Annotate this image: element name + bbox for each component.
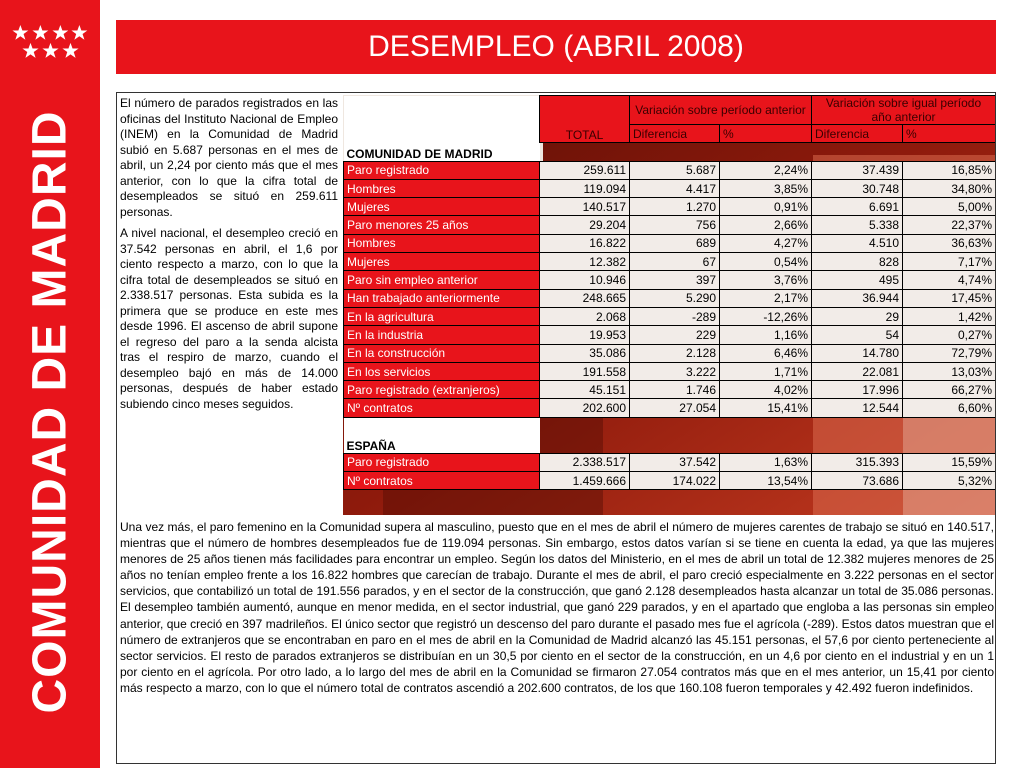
cell-diff-month: 37.542 bbox=[630, 453, 720, 471]
row-label: Mujeres bbox=[344, 198, 540, 216]
cell-diff-year: 5.338 bbox=[812, 216, 903, 234]
section-row bbox=[344, 417, 996, 453]
cell-pct-month: 4,02% bbox=[720, 381, 812, 399]
cell-pct-month: 1,71% bbox=[720, 362, 812, 380]
row-label: Hombres bbox=[344, 234, 540, 252]
cell-diff-year: 12.544 bbox=[812, 399, 903, 417]
cell-diff-year: 73.686 bbox=[812, 472, 903, 490]
cell-pct-year: 6,60% bbox=[903, 399, 995, 417]
table-header-row bbox=[344, 96, 996, 125]
row-label: En la construcción bbox=[344, 344, 540, 362]
cell-pct-year: 1,42% bbox=[903, 307, 995, 325]
row-label: En los servicios bbox=[344, 362, 540, 380]
table-row bbox=[344, 289, 996, 307]
intro-text bbox=[120, 96, 338, 418]
seven-stars-icon bbox=[12, 24, 88, 60]
cell-diff-year: 36.944 bbox=[812, 289, 903, 307]
bottom-paragraph: Una vez más, el paro femenino en la Comunidad supera al masculino, puesto que en el mes de abril el número de mujeres carentes de trabajo se situó en 140.517, mientras que el número de hombres desempleados fue de 119.094 personas. Sin embargo, estos datos varían si se tiene en cuenta la edad, ya que las mujeres menores de 25 años tienen más facilidades para encontrar un empleo. Según los datos del Ministerio, en el mes de abril un total de 12.382 mujeres menores de 25 años no tenían empleo frente a los 16.822 hombres que carecían de trabajo. Durante el mes de abril, el paro creció especialmente en 3.222 personas en el sector servicios, que contabilizó un total de 191.556 parados, y en el sector de la construcción, que ganó 2.128 desempleados hasta alcanzar un total de 35.086 personas. El desempleo también aumentó, aunque en menor medida, en el sector industrial, que ganó 229 parados, y en el apartado que engloba a las personas sin empleo anterior, que creció en 397 madrileños. El único sector que registró un descenso del paro durante el pasado mes fue el agrícola (-289). Estos datos muestran que el número de extranjeros que se encontraban en paro en el mes de abril en la Comunidad de Madrid alcanzó las 45.151 personas, el 57,6 por ciento perteneciente al sector servicios. El resto de parados extranjeros se distribuían en un 30,5 por ciento en el sector de la construcción, en un 4,6 por ciento en el industrial y en un 1 por ciento en el agrícola. Por otro lado, a lo largo del mes de abril en la Comunidad se firmaron 27.054 contratos más que en el mes anterior, un 15,41 por ciento más respecto a marzo, con lo que el número total de contratos ascendió a 202.600 contratos, de los que 160.108 fueron temporales y 42.492 fueron indefinidos. bbox=[120, 520, 994, 695]
header-blank bbox=[344, 96, 540, 143]
cell-pct-month: 0,91% bbox=[720, 198, 812, 216]
cell-pct-month: 2,17% bbox=[720, 289, 812, 307]
table-row bbox=[344, 399, 996, 417]
vertical-title: COMUNIDAD DE MADRID bbox=[23, 110, 77, 714]
cell-pct-year: 4,74% bbox=[903, 271, 995, 289]
cell-total: 191.558 bbox=[540, 362, 630, 380]
cell-pct-year: 0,27% bbox=[903, 326, 995, 344]
cell-diff-month: 5.290 bbox=[630, 289, 720, 307]
row-label: Nº contratos bbox=[344, 399, 540, 417]
cell-total: 140.517 bbox=[540, 198, 630, 216]
cell-diff-month: 689 bbox=[630, 234, 720, 252]
section-spacer bbox=[540, 143, 996, 161]
cell-diff-year: 495 bbox=[812, 271, 903, 289]
row-label: Paro menores 25 años bbox=[344, 216, 540, 234]
cell-total: 16.822 bbox=[540, 234, 630, 252]
cell-diff-month: 5.687 bbox=[630, 161, 720, 179]
header-group-month: Variación sobre período anterior bbox=[630, 96, 812, 125]
cell-pct-year: 15,59% bbox=[903, 453, 995, 471]
cell-pct-month: 3,76% bbox=[720, 271, 812, 289]
table-row bbox=[344, 198, 996, 216]
table-row bbox=[344, 344, 996, 362]
cell-diff-year: 37.439 bbox=[812, 161, 903, 179]
intro-paragraph: A nivel nacional, el desempleo creció en 37.542 personas en abril, el 1,6 por ciento respecto a marzo, con lo que la cifra total de desempleados se situó en 2.338.517 personas. Esta subida es la primera que se produce en este mes desde 1996. El ascenso de abril supone el regreso del paro a la senda alcista tras el respiro de marzo, cuando el desempleo bajó en más de 14.000 personas, después de haber estado subiendo cinco meses seguidos. bbox=[120, 226, 338, 411]
row-label: En la agricultura bbox=[344, 307, 540, 325]
cell-diff-year: 14.780 bbox=[812, 344, 903, 362]
cell-diff-year: 29 bbox=[812, 307, 903, 325]
header-pct-year: % bbox=[903, 125, 995, 143]
table-row bbox=[344, 253, 996, 271]
table-panel bbox=[343, 95, 995, 515]
cell-diff-year: 30.748 bbox=[812, 179, 903, 197]
cell-pct-year: 22,37% bbox=[903, 216, 995, 234]
row-label: Nº contratos bbox=[344, 472, 540, 490]
cell-total: 259.611 bbox=[540, 161, 630, 179]
table-row bbox=[344, 271, 996, 289]
row-label: Paro registrado bbox=[344, 453, 540, 471]
cell-total: 248.665 bbox=[540, 289, 630, 307]
cell-total: 35.086 bbox=[540, 344, 630, 362]
cell-pct-year: 17,45% bbox=[903, 289, 995, 307]
section-title: COMUNIDAD DE MADRID bbox=[344, 143, 540, 161]
table-row bbox=[344, 326, 996, 344]
cell-total: 29.204 bbox=[540, 216, 630, 234]
header-diff-month: Diferencia bbox=[630, 125, 720, 143]
cell-pct-month: 13,54% bbox=[720, 472, 812, 490]
row-label: Mujeres bbox=[344, 253, 540, 271]
cell-diff-month: 27.054 bbox=[630, 399, 720, 417]
row-label: Paro sin empleo anterior bbox=[344, 271, 540, 289]
cell-total: 202.600 bbox=[540, 399, 630, 417]
cell-pct-year: 5,00% bbox=[903, 198, 995, 216]
cell-diff-year: 828 bbox=[812, 253, 903, 271]
cell-pct-year: 72,79% bbox=[903, 344, 995, 362]
cell-pct-month: 4,27% bbox=[720, 234, 812, 252]
cell-diff-month: 4.417 bbox=[630, 179, 720, 197]
cell-total: 10.946 bbox=[540, 271, 630, 289]
cell-pct-month: 2,24% bbox=[720, 161, 812, 179]
cell-diff-month: 174.022 bbox=[630, 472, 720, 490]
cell-diff-year: 4.510 bbox=[812, 234, 903, 252]
cell-pct-year: 34,80% bbox=[903, 179, 995, 197]
intro-paragraph: El número de parados registrados en las oficinas del Instituto Nacional de Empleo (INEM) en la Comunidad de Madrid subió en 5.687 personas en el mes de abril, un 2,24 por ciento más que el mes anterior, con lo que la cifra total de desempleados se situó en 259.611 personas. bbox=[120, 96, 338, 219]
row-label: Paro registrado bbox=[344, 161, 540, 179]
table-row bbox=[344, 381, 996, 399]
cell-diff-year: 6.691 bbox=[812, 198, 903, 216]
table-row bbox=[344, 362, 996, 380]
cell-diff-month: 756 bbox=[630, 216, 720, 234]
slide-title: DESEMPLEO (ABRIL 2008) bbox=[368, 30, 744, 63]
header-pct-month: % bbox=[720, 125, 812, 143]
cell-total: 45.151 bbox=[540, 381, 630, 399]
cell-pct-year: 66,27% bbox=[903, 381, 995, 399]
cell-pct-year: 7,17% bbox=[903, 253, 995, 271]
bottom-text bbox=[120, 519, 994, 696]
section-row bbox=[344, 143, 996, 161]
row-label: Paro registrado (extranjeros) bbox=[344, 381, 540, 399]
cell-diff-month: 1.270 bbox=[630, 198, 720, 216]
cell-pct-month: 15,41% bbox=[720, 399, 812, 417]
cell-diff-month: -289 bbox=[630, 307, 720, 325]
cell-diff-year: 22.081 bbox=[812, 362, 903, 380]
cell-total: 119.094 bbox=[540, 179, 630, 197]
cell-total: 12.382 bbox=[540, 253, 630, 271]
stats-table bbox=[343, 95, 995, 490]
table-row bbox=[344, 161, 996, 179]
header-total: TOTAL bbox=[540, 96, 630, 143]
table-row bbox=[344, 307, 996, 325]
table-row bbox=[344, 472, 996, 490]
cell-pct-year: 36,63% bbox=[903, 234, 995, 252]
row-label: Han trabajado anteriormente bbox=[344, 289, 540, 307]
cell-pct-month: 1,63% bbox=[720, 453, 812, 471]
cell-diff-month: 229 bbox=[630, 326, 720, 344]
cell-total: 2.068 bbox=[540, 307, 630, 325]
cell-total: 2.338.517 bbox=[540, 453, 630, 471]
cell-pct-year: 13,03% bbox=[903, 362, 995, 380]
row-label: En la industria bbox=[344, 326, 540, 344]
cell-pct-year: 5,32% bbox=[903, 472, 995, 490]
cell-total: 1.459.666 bbox=[540, 472, 630, 490]
table-row bbox=[344, 216, 996, 234]
sidebar bbox=[0, 0, 100, 768]
cell-pct-month: 6,46% bbox=[720, 344, 812, 362]
cell-diff-month: 67 bbox=[630, 253, 720, 271]
header-diff-year: Diferencia bbox=[812, 125, 903, 143]
content-box bbox=[116, 92, 996, 764]
cell-pct-year: 16,85% bbox=[903, 161, 995, 179]
title-bar bbox=[116, 20, 996, 74]
cell-diff-year: 54 bbox=[812, 326, 903, 344]
table-row bbox=[344, 179, 996, 197]
cell-pct-month: -12,26% bbox=[720, 307, 812, 325]
header-group-year: Variación sobre igual período año anterior bbox=[812, 96, 995, 125]
cell-diff-month: 2.128 bbox=[630, 344, 720, 362]
cell-total: 19.953 bbox=[540, 326, 630, 344]
cell-diff-year: 17.996 bbox=[812, 381, 903, 399]
cell-diff-year: 315.393 bbox=[812, 453, 903, 471]
section-spacer bbox=[540, 417, 996, 453]
cell-pct-month: 3,85% bbox=[720, 179, 812, 197]
cell-diff-month: 3.222 bbox=[630, 362, 720, 380]
cell-pct-month: 0,54% bbox=[720, 253, 812, 271]
table-row bbox=[344, 234, 996, 252]
cell-pct-month: 1,16% bbox=[720, 326, 812, 344]
cell-pct-month: 2,66% bbox=[720, 216, 812, 234]
cell-diff-month: 1.746 bbox=[630, 381, 720, 399]
table-row bbox=[344, 453, 996, 471]
section-title: ESPAÑA bbox=[344, 417, 540, 453]
row-label: Hombres bbox=[344, 179, 540, 197]
cell-diff-month: 397 bbox=[630, 271, 720, 289]
